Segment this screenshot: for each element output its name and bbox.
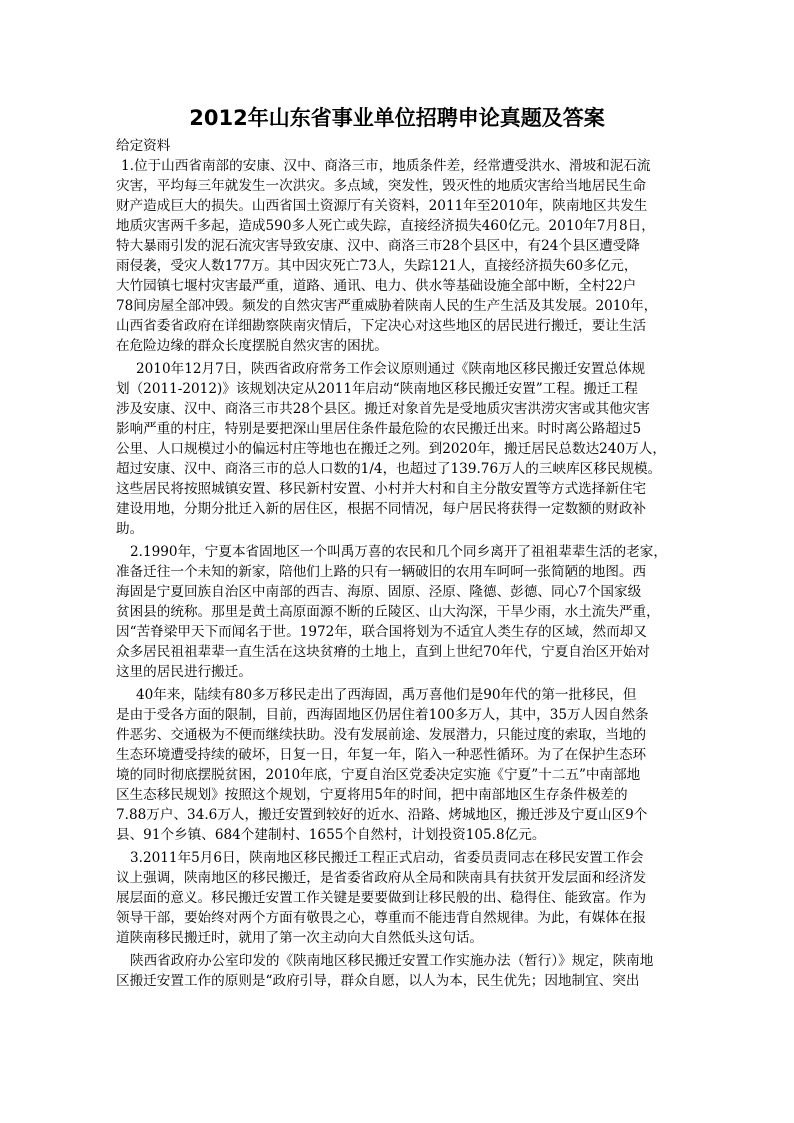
text-line: 3.2011年5月6日，陕南地区移民搬迁工程正式启动，省委员责同志在移民安置工作会: [130, 850, 644, 866]
section-label: 给定资料: [116, 138, 171, 154]
text-line: 县、91个乡镇、684个建制村、1655个自然村，计划投资105.8亿元。: [116, 827, 546, 843]
text-line: 在危险边缘的群众长度摆脱自然灾害的困扰。: [116, 338, 388, 354]
text-line: 众多居民祖祖辈辈一直生活在这块贫瘠的土地上，直到上世纪70年代，宁夏自治区开始对: [116, 644, 650, 660]
text-line: 财产造成巨大的损失。山西省国土资源厅有关资料，2011年至2010年，陕南地区共发生: [116, 198, 648, 214]
text-line: 雨侵袭，受灾人数177万。其中因灾死亡73人，失踪121人，直接经济损失60多亿元，: [116, 258, 638, 274]
text-line: 2.1990年，宁夏本省固地区一个叫禹万喜的农民和几个同乡离开了祖祖辈辈生活的老家，: [130, 544, 667, 560]
text-line: 78间房屋全部冲毁。频发的自然灾害严重威胁着陕南人民的生产生活及其发展。2010年，: [116, 298, 658, 314]
text-line: 道陕南移民搬迁时，就用了第一次主动向大自然低头这句话。: [116, 930, 484, 946]
text-line: 准备迁往一个未知的新家，陪他们上路的只有一辆破旧的农用车呵呵一张简陋的地图。西: [116, 564, 647, 580]
text-line: 特大暴雨引发的泥石流灾害导致安康、汉中、商洛三市28个县区中，有24个县区遭受降: [116, 238, 640, 254]
text-line: 7.88万户、34.6万人，搬迁安置到较好的近水、沿路、烤城地区，搬迁涉及宁夏山区9个: [116, 807, 648, 823]
text-line: 陕西省政府办公室印发的《陕南地区移民搬迁安置工作实施办法（暂行）》规定，陕南地: [130, 953, 654, 969]
text-line: 是由于受各方面的限制，目前，西海固地区仍居住着100多万人，其中，35万人因自然条: [116, 707, 649, 723]
text-line: 领导干部，要始终对两个方面有敬畏之心，尊重而不能违背自然规律。为此，有媒体在报: [116, 910, 647, 926]
text-line: 地质灾害两千多起，造成590多人死亡或失踪，直接经济损失460亿元。2010年7月8日，: [116, 218, 655, 234]
text-line: 涉及安康、汉中、商洛三市共28个县区。搬迁对象首先是受地质灾害洪涝灾害或其他灾害: [116, 401, 650, 417]
text-line: 2010年12月7日，陕西省政府常务工作会议原则通过《陕南地区移民搬迁安置总体规: [136, 361, 646, 377]
document-title: 2012年山东省事业单位招聘申论真题及答案: [189, 106, 605, 130]
text-line: 大竹园镇七堰村灾害最严重，道路、通讯、电力、供水等基础设施全部中断，全村22户: [116, 278, 637, 294]
text-line: 议上强调，陕南地区的移民搬迁，是省委省政府从全局和陕南具有扶贫开发层面和经济发: [116, 870, 647, 886]
text-line: 因“苦脊梁甲天下而闻名于世。1972年，联合国将划为不适宜人类生存的区域，然而却又: [116, 624, 647, 640]
text-line: 展层面的意义。移民搬迁安置工作关键是要要做到让移民般的出、稳得住、能致富。作为: [116, 890, 647, 906]
text-line: 助。: [116, 521, 144, 537]
text-line: 山西省委省政府在详细勘察陕南灾情后，下定决心对这些地区的居民进行搬迁，要让生活: [116, 318, 647, 334]
text-line: 件恶劣、交通极为不便而继续扶助。没有发展前途、发展潜力，只能过度的索取，当地的: [116, 727, 647, 743]
text-line: 划（2011-2012)》该规划决定从2011年启动“陕南地区移民搬迁安置”工程。搬迁工程: [116, 381, 638, 397]
text-line: 影响严重的村庄，特别是要把深山里居住条件最危险的农民搬迁出来。时时离公路超过5: [116, 421, 642, 437]
text-line: 这些居民将按照城镇安置、移民新村安置、小村并大村和自主分散安置等方式选择新住宅: [116, 481, 647, 497]
text-line: 海固是宁夏回族自治区中南部的西吉、海原、固原、泾原、隆德、彭德、同心7个国家级: [116, 584, 642, 600]
document-body: [116, 136, 691, 991]
text-line: 建设用地，分期分批迁入新的居住区，根据不同情况，每户居民将获得一定数额的财政补: [116, 501, 647, 517]
text-line: 贫困县的统称。那里是黄土高原面源不断的丘陵区、山大沟深，干旱少雨，水土流失严重，: [116, 604, 660, 620]
text-line: 这里的居民进行搬迁。: [116, 664, 252, 680]
text-line: 公里、人口规模过小的偏远村庄等地也在搬迁之列。到2020年，搬迁居民总数达240万人，: [116, 441, 666, 457]
text-line: 1.位于山西省南部的安康、汉中、商洛三市，地质条件差，经常遭受洪水、滑坡和泥石流: [121, 158, 651, 174]
text-line: 生态环境遭受持续的破坏，日复一日，年复一年，陷入一种恶性循环。为了在保护生态环: [116, 747, 647, 763]
text-line: 40年来，陆续有80多万移民走出了西海固，禹万喜他们是90年代的第一批移民，但: [136, 687, 637, 703]
text-line: 超过安康、汉中、商洛三市的总人口数的1/4，也超过了139.76万人的三峡库区移民规模。: [116, 461, 662, 477]
text-line: 境的同时彻底摆脱贫困，2010年底，宁夏自治区党委决定实施《宁夏”十二五”中南部地: [116, 767, 641, 783]
text-line: 区搬迁安置工作的原则是“政府引导，群众自愿，以人为本，民生优先；因地制宜、突出: [116, 973, 640, 989]
text-line: 区生态移民规划》按照这个规划，宁夏将用5年的时间，把中南部地区生存条件极差的: [116, 787, 628, 803]
text-line: 灾害，平均每三年就发生一次洪灾。多点域，突发性，毁灭性的地质灾害给当地居民生命: [116, 178, 647, 194]
